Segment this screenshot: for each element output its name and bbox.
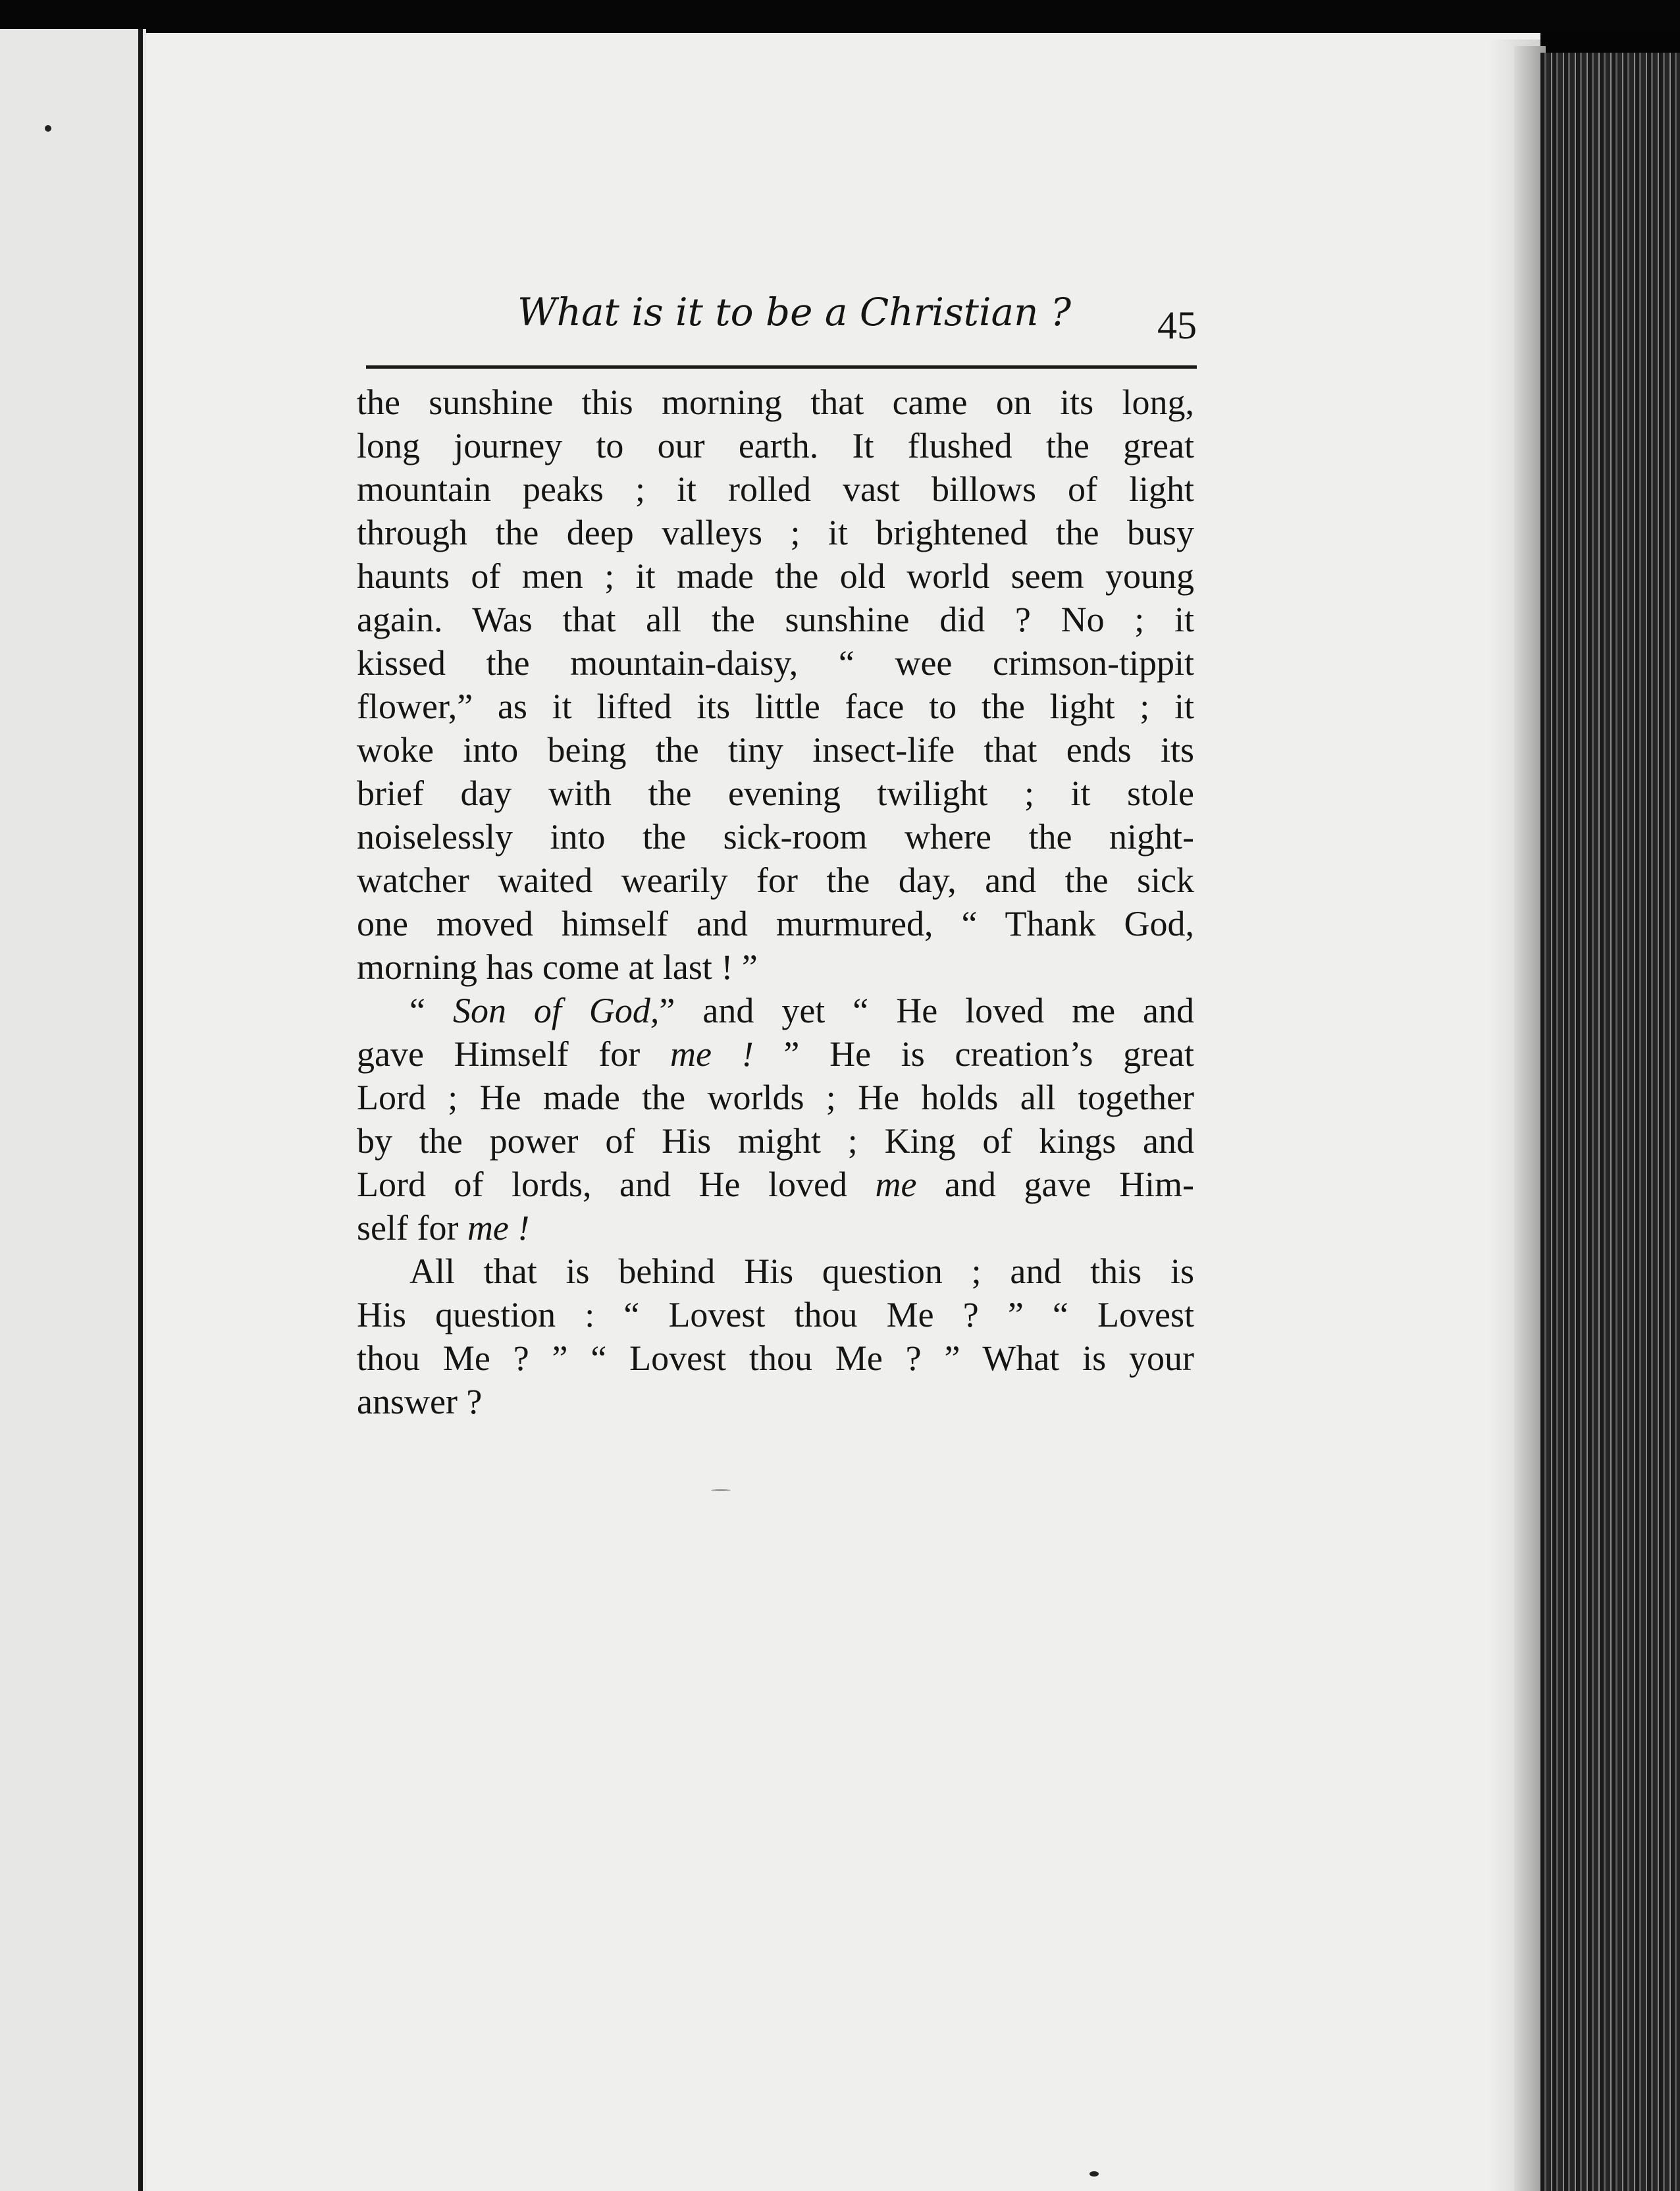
scan-top-border [0, 0, 1680, 32]
text-line: thou Me ? ” “ Lovest thou Me ? ” What is your [357, 1338, 1194, 1378]
text-line [357, 1032, 1194, 1076]
text-line: answer ? [357, 1382, 483, 1421]
header-rule [366, 365, 1197, 369]
book-fore-edge [1540, 53, 1680, 2191]
text-run: and gave Him- [916, 1165, 1194, 1204]
text-line [357, 989, 1194, 1032]
text-line: flower,” as it lifted its little face to the light ; it [357, 687, 1194, 726]
text-run: “ [409, 991, 453, 1030]
text-line: Lord ; He made the worlds ; He holds all together [357, 1078, 1194, 1117]
text-run: ” and yet “ He loved me and [659, 991, 1195, 1030]
text-line: haunts of men ; it made the old world seem young [357, 556, 1194, 596]
scan-speck [45, 125, 51, 132]
text-line: by the power of His might ; King of kings and [357, 1121, 1194, 1161]
running-head [366, 283, 1197, 349]
italic-phrase: me ! [467, 1208, 530, 1248]
text-line [357, 1206, 1194, 1250]
text-line: woke into being the tiny insect-life that ends its [357, 730, 1194, 770]
italic-phrase: Son of God, [452, 991, 660, 1030]
text-line: through the deep valleys ; it brightened the busy [357, 513, 1194, 552]
text-line: All that is behind His question ; and this is [409, 1252, 1194, 1291]
text-line: again. Was that all the sunshine did ? No ; it [357, 600, 1194, 639]
text-line: morning has come at last ! ” [357, 947, 758, 987]
text-line: long journey to our earth. It flushed the great [357, 426, 1194, 465]
page-number: 45 [1157, 304, 1197, 347]
text-line: His question : “ Lovest thou Me ? ” “ Lovest [357, 1295, 1194, 1334]
italic-phrase: me [875, 1165, 917, 1204]
scan-speck [711, 1489, 731, 1491]
previous-page-edge [0, 29, 146, 2191]
gutter-line [138, 29, 143, 2191]
running-title: What is it to be a Christian ? [517, 290, 1071, 334]
scan-speck [1089, 2171, 1099, 2177]
text-line: brief day with the evening twilight ; it stole [357, 774, 1194, 813]
italic-phrase: me ! [670, 1034, 754, 1074]
text-run: Lord of lords, and He loved [357, 1165, 876, 1204]
text-run: gave Himself for [357, 1034, 671, 1074]
text-run: ” He is creation’s great [753, 1034, 1195, 1074]
text-line: kissed the mountain-daisy, “ wee crimson-tippit [357, 643, 1194, 683]
text-line: one moved himself and murmured, “ Thank God, [357, 904, 1194, 943]
text-run: self for [357, 1208, 467, 1248]
text-line: watcher waited wearily for the day, and the sick [357, 860, 1194, 900]
text-line: noiselessly into the sick-room where the night- [357, 817, 1194, 857]
text-line: the sunshine this morning that came on its long, [357, 383, 1194, 422]
text-line [357, 1163, 1194, 1206]
body-text [357, 381, 1194, 1423]
text-line: mountain peaks ; it rolled vast billows of light [357, 469, 1194, 509]
